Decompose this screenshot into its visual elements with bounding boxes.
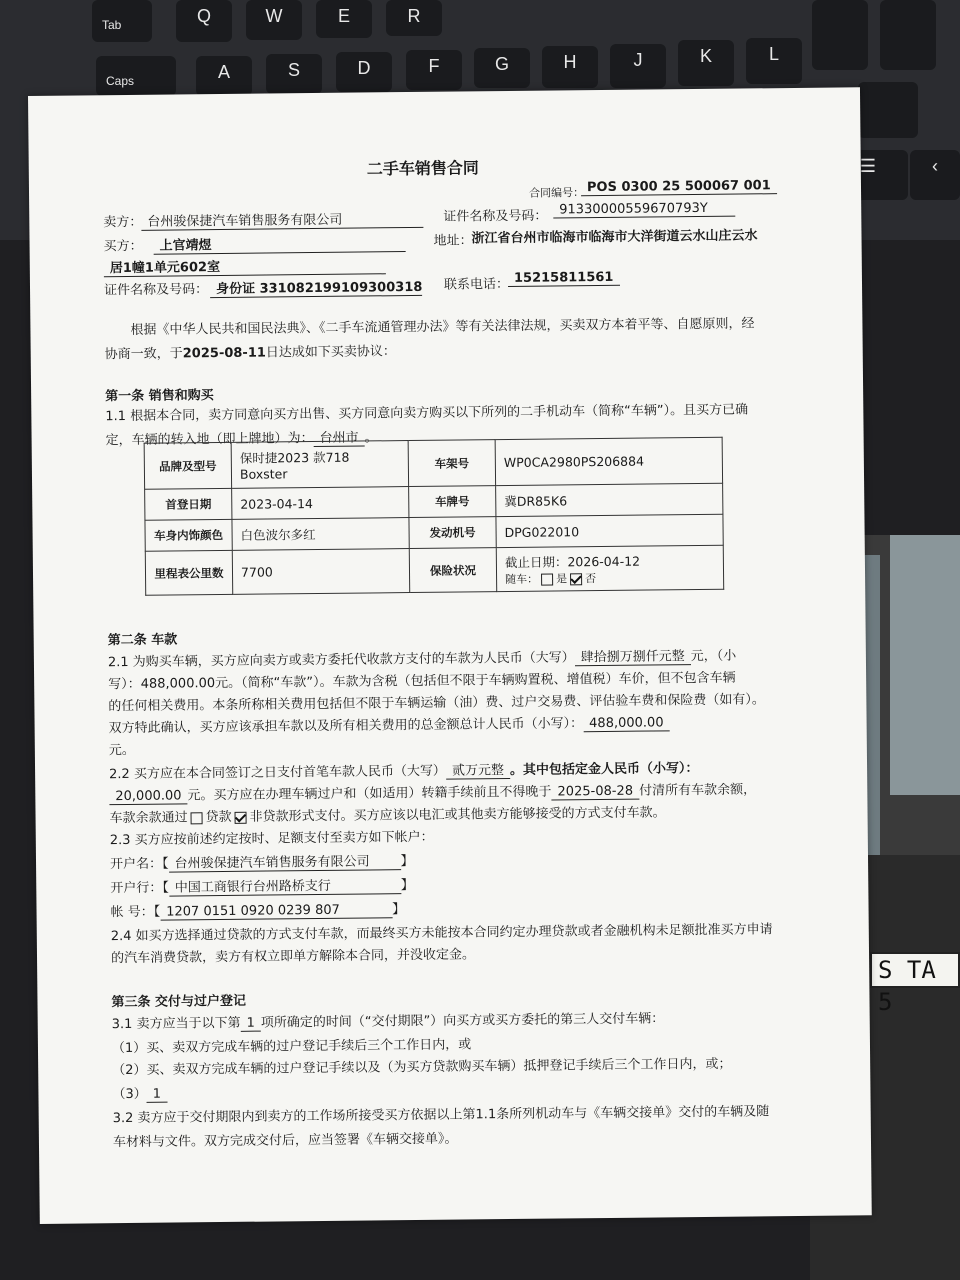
- accompany-yes-checkbox[interactable]: [541, 573, 553, 585]
- option-3: （3） 1: [112, 1083, 167, 1103]
- price-lower: 488,000.00元。: [140, 675, 242, 692]
- buyer-cert: 身份证 331082199109300318: [210, 276, 422, 298]
- key-l: L: [746, 38, 802, 84]
- intro-line-1: 根据《中华人民共和国民法典》、《二手车流通管理办法》等有关法律法规，买卖双方本着平等、自愿原则，经: [130, 316, 755, 338]
- buyer-name: 上官靖煜: [153, 232, 405, 255]
- license-plate: S TA 5: [870, 952, 960, 988]
- account-name: 台州骏保捷汽车销售服务有限公司: [168, 850, 400, 872]
- color-value: 白色波尔多红: [232, 518, 409, 551]
- seller-cert-label: 证件名称及号码：: [443, 208, 548, 225]
- article-1-title: 第一条 销售和购买: [105, 388, 214, 405]
- contract-no-label: 合同编号：: [528, 186, 585, 200]
- article-2-1-line-2: 写）：488,000.00元。（简称“车款”）。车款为含税（包括但不限于车辆购置税、增值税）车价，但不包含车辆: [108, 670, 736, 693]
- bank-row: 开户行：【 中国工商银行台州路桥支行 】: [110, 874, 414, 897]
- article-2-4-line-2: 的汽车消费贷款，卖方有权立即单方解除本合同，并没收定金。: [110, 947, 476, 967]
- key-s: S: [266, 54, 322, 94]
- menu-icon: ☰: [828, 150, 908, 200]
- contract-no: POS 0300 25 500067 001: [581, 178, 777, 196]
- key-blank: [812, 0, 868, 70]
- key-q: Q: [176, 0, 232, 42]
- article-2-1-line-3: 的任何相关费用。本条所称相关费用包括但不限于车辆运输（油）费、过户交易费、评估验车费和保险费（如有）。: [108, 692, 765, 715]
- article-2-title: 第二条 车款: [107, 632, 178, 649]
- vin-value: WP0CA2980PS206884: [495, 437, 722, 485]
- address-line-2: 居1幢1单元602室: [104, 254, 386, 277]
- first-reg-value: 2023-04-14: [232, 487, 409, 520]
- total-amount: 488,000.00: [583, 715, 670, 732]
- key-quote: [880, 0, 936, 70]
- address-label: 地址：: [433, 233, 473, 249]
- article-1-1-line-1: 1.1 根据本合同，卖方同意向买方出售、买方同意向卖方购买以下所列的二手机动车（简称“车辆”）。且买方已确: [105, 402, 749, 425]
- key-g: G: [474, 48, 530, 88]
- key-h: H: [542, 46, 598, 88]
- key-e: E: [316, 0, 372, 38]
- plate-label: 车牌号: [409, 486, 496, 518]
- loan-checkbox[interactable]: [191, 812, 203, 824]
- buyer-label: 买方：: [103, 238, 143, 255]
- key-caps: Caps: [96, 56, 176, 96]
- article-3-2-line-1: 3.2 卖方应于交付期限内到卖方的工作场所接受买方依据以上第1.1条所列机动车与《车辆交接单》交付的车辆及随: [112, 1104, 770, 1127]
- article-3-1: 3.1 卖方应当于以下第 1 项所确定的时间（“交付期限”）向买方或买方委托的第三人交付车辆：: [111, 1011, 665, 1033]
- account-name-row: 开户名：【 台州骏保捷汽车销售服务有限公司 】: [110, 850, 414, 873]
- price-upper: 肆拾捌万捌仟元整: [575, 649, 691, 666]
- vin-label: 车架号: [408, 440, 495, 487]
- seller-cert: 91330000559670793Y: [553, 201, 735, 219]
- deposit-upper: 贰万元整: [446, 763, 510, 780]
- article-1-1-line-2: 定，车辆的转入地（即上牌地）为： 台州市 。: [105, 430, 378, 449]
- vehicle-table: [144, 437, 725, 596]
- seller-name: 台州骏保捷汽车销售服务有限公司: [141, 208, 423, 231]
- account-no-row: 帐 号：【 1207 0151 0920 0239 807 】: [110, 902, 406, 921]
- contract-paper: [28, 87, 872, 1224]
- key-f: F: [406, 50, 462, 90]
- article-2-2-line-1: 2.2 买方应在本合同签订之日支付首笔车款人民币（大写） 贰万元整 。其中包括定金人民币（小写）：: [109, 761, 699, 783]
- page-title: 二手车销售合同: [366, 158, 479, 179]
- article-2-2-line-3: 车款余款通过 贷款 非贷款形式支付。买方应该以电汇或其他卖方能够接受的方式支付车款。: [109, 805, 666, 827]
- key-k: K: [678, 40, 734, 86]
- option-2: （2）买、卖双方完成车辆的过户登记手续以及（为买方贷款购买车辆）抵押登记手续后三个工作日内，或；: [112, 1056, 732, 1079]
- seller-label: 卖方：: [103, 214, 143, 231]
- article-2-1-line-1: 2.1 为购买车辆，买方应向卖方或卖方委托代收款方支付的车款为人民币（大写） 肆拾捌万捌仟元整 元，（小: [107, 648, 737, 671]
- key-w: W: [246, 0, 302, 40]
- option-1: （1）买、卖双方完成车辆的过户登记手续后三个工作日内，或: [111, 1037, 472, 1057]
- insurance-label: 保险状况: [409, 548, 496, 593]
- non-loan-checkbox[interactable]: [235, 811, 247, 823]
- address-line-1: 浙江省台州市临海市临海市大洋街道云水山庄云水: [471, 228, 758, 247]
- key-r: R: [386, 0, 442, 36]
- key-j: J: [610, 44, 666, 88]
- account-no: 1207 0151 0920 0239 807: [160, 902, 392, 920]
- brand-value: 保时捷2023 款718 Boxster: [231, 441, 408, 489]
- article-2-4-line-1: 2.4 如买方选择通过贷款的方式支付车款，而最终买方未能按本合同约定办理贷款或者金融机构未足额批准买方申请: [110, 922, 773, 945]
- accompany-no-checkbox[interactable]: [570, 573, 582, 585]
- engine-value: DPG022010: [496, 514, 723, 547]
- insurance-value: 截止日期：2026-04-12 随车： 是 否: [496, 545, 723, 591]
- phone-label: 联系电话：: [443, 276, 510, 293]
- phone: 15215811561: [508, 270, 620, 287]
- key-a: A: [196, 56, 252, 96]
- first-reg-label: 首登日期: [145, 488, 232, 520]
- key-question: [858, 82, 918, 138]
- key-tab: Tab: [92, 0, 152, 42]
- bank-name: 中国工商银行台州路桥支行: [169, 874, 401, 896]
- mileage-value: 7700: [232, 549, 409, 595]
- arrow-left-icon: ‹: [910, 150, 960, 200]
- pay-deadline: 2025-08-28: [551, 784, 639, 801]
- article-2-1-line-5: 元。: [108, 742, 135, 759]
- plate-value: 冀DR85K6: [496, 483, 723, 516]
- article-3-title: 第三条 交付与过户登记: [111, 993, 247, 1011]
- article-2-1-line-4: 双方特此确认，买方应该承担车款以及所有相关费用的总金额总计人民币（小写）： 488,000.00: [109, 711, 670, 736]
- key-d: D: [336, 52, 392, 92]
- article-3-2-line-2: 车材料与文件。双方完成交付后，应当签署《车辆交接单》。: [112, 1131, 458, 1151]
- delivery-option: 1: [240, 1016, 260, 1032]
- intro-line-2: 协商一致，于2025-08-11日达成如下买卖协议：: [104, 344, 396, 363]
- engine-label: 发动机号: [409, 517, 496, 549]
- color-label: 车身内饰颜色: [145, 519, 232, 551]
- article-2-3: 2.3 买方应按前述约定按时、足额支付至卖方如下帐户：: [109, 829, 434, 849]
- registration-place: 台州市: [314, 430, 365, 447]
- brand-label: 品牌及型号: [144, 442, 231, 489]
- article-2-2-line-2: 20,000.00 元。买方应在办理车辆过户和（如适用）转籍手续前且不得晚于 2025-08-28 付清所有车款余额，: [109, 778, 756, 804]
- buyer-cert-label: 证件名称及号码：: [103, 282, 209, 299]
- deposit-lower: 20,000.00: [109, 788, 187, 805]
- mileage-label: 里程表公里数: [145, 550, 232, 595]
